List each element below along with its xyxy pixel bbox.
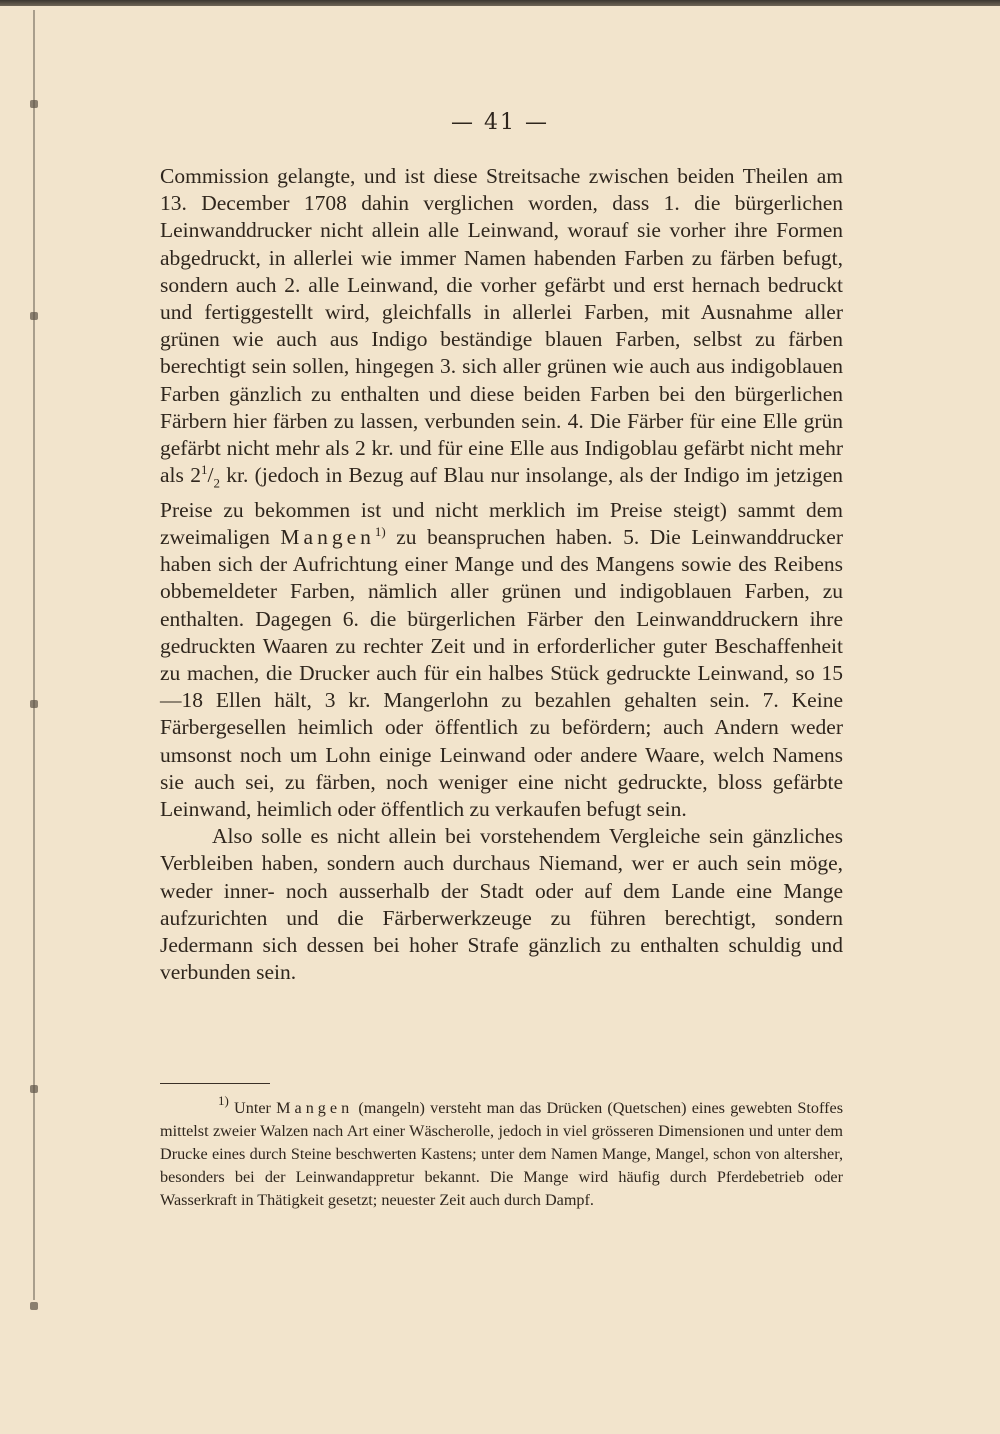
- binding-thread-mark: [30, 100, 38, 108]
- binding-thread-mark: [30, 1085, 38, 1093]
- page-number: — 41 —: [451, 110, 549, 135]
- footnote-part-1: Unter: [228, 1099, 277, 1117]
- footnote-spaced-word: Mangen: [276, 1099, 354, 1117]
- fraction-numerator: 1: [200, 462, 208, 478]
- binding-thread-mark: [30, 312, 38, 320]
- paragraph-1: [160, 163, 843, 823]
- binding-thread-mark: [30, 1302, 38, 1310]
- footnote-marker: 1): [218, 1093, 229, 1108]
- fraction-denominator: 2: [213, 475, 220, 491]
- footnote-part-2: (mangeln) versteht man das Drücken (Quetschen) eines gewebten Stoffes mittelst zweier Walzen nach Art einer Wäscherolle, jedoch in viel grösseren Dimensionen und unter dem Drucke eines durch Steine beschwerten Kastens; unter dem Namen Mange, Mangel, schon von altersher, besonders bei der Leinwandappretur bekannt. Die Mange wird häufig durch Pferdebetrieb oder Wasserkraft in Thätigkeit gesetzt; neuester Zeit auch durch Dampf.: [160, 1099, 844, 1209]
- main-text: [160, 163, 843, 986]
- spaced-word-mangen: Mangen: [280, 524, 375, 549]
- fraction-two-and-half: $2^1/_2$: [190, 462, 220, 491]
- paragraph-2: Also solle es nicht allein bei vorstehendem Vergleiche sein gänzliches Verbleiben haben, sondern auch durchaus Niemand, wer er auch sein möge, weder inner- noch ausserhalb der Stadt oder auf dem Lande eine Mange aufzurichten und die Färberwerkzeuge zu führen berechtigt, sondern Jedermann sich dessen bei hoher Strafe gänzlich zu enthalten schuldig und verbunden sein.: [160, 824, 843, 985]
- footnote-reference[interactable]: 1): [374, 523, 386, 539]
- paragraph-1-part-1: Commission gelangte, und ist diese Streitsache zwischen beiden Theilen am 13. December 1708 dahin verglichen worden, dass 1. die bürgerlichen Leinwanddrucker nicht allein alle Leinwand, worauf sie vorher ihre Formen abgedruckt, in allerlei wie immer Namen habenden Farben zu färben befugt, sondern auch 2. alle Leinwand, die vorher gefärbt und erst hernach bedruckt und fertiggestellt wird, gleichfalls in allerlei Farben, mit Ausnahme aller grünen wie auch aus Indigo beständige blauen Farben, selbst zu färben berechtigt sein sollen, hingegen 3. sich aller grünen wie auch aus indigoblauen Farben gänzlich zu enthalten und diese beiden Farben bei den bürgerlichen Färbern hier färben zu lassen, verbunden sein. 4. Die Färber für eine Elle grün gefärbt nicht mehr als 2 kr. und für eine Elle aus Indigoblau gefärbt nicht mehr als: [160, 164, 843, 488]
- paragraph-1-part-2: kr. (jedoch in Bezug auf Blau nur insolange, als der Indigo im jetzigen Preise zu bekommen ist und nicht merklich im Preise steigt) sammt dem zweimaligen: [160, 463, 843, 549]
- binding-gutter: [33, 10, 35, 1300]
- paragraph-1-part-3: zu beanspruchen haben. 5. Die Leinwanddrucker haben sich der Aufrichtung einer Mange und des Mangens sowie des Reibens obbemeldeter Farben, nämlich aller grünen und indigoblauen Farben, zu enthalten. Dagegen 6. die bürgerlichen Färber den Leinwanddruckern ihre gedruckten Waaren zu rechter Zeit und in erforderlicher guter Beschaffenheit zu machen, die Drucker auch für ein halbes Stück gedruckte Leinwand, so 15—18 Ellen hält, 3 kr. Mangerlohn zu bezahlen gehalten sein. 7. Keine Färbergesellen heimlich oder öffentlich zu befördern; auch Andern weder umsonst noch um Lohn einige Leinwand oder andere Waare, welch Namens sie auch sei, zu färben, noch weniger eine nicht gedruckte, bloss gefärbte Leinwand, heimlich oder öffentlich zu verkaufen befugt sein.: [160, 524, 844, 821]
- scan-top-edge: [0, 0, 1000, 6]
- footnote-text: [160, 1093, 844, 1212]
- binding-thread-mark: [30, 700, 38, 708]
- footnote: [160, 1093, 844, 1212]
- footnote-divider: [160, 1083, 270, 1084]
- fraction-whole: 2: [190, 463, 201, 488]
